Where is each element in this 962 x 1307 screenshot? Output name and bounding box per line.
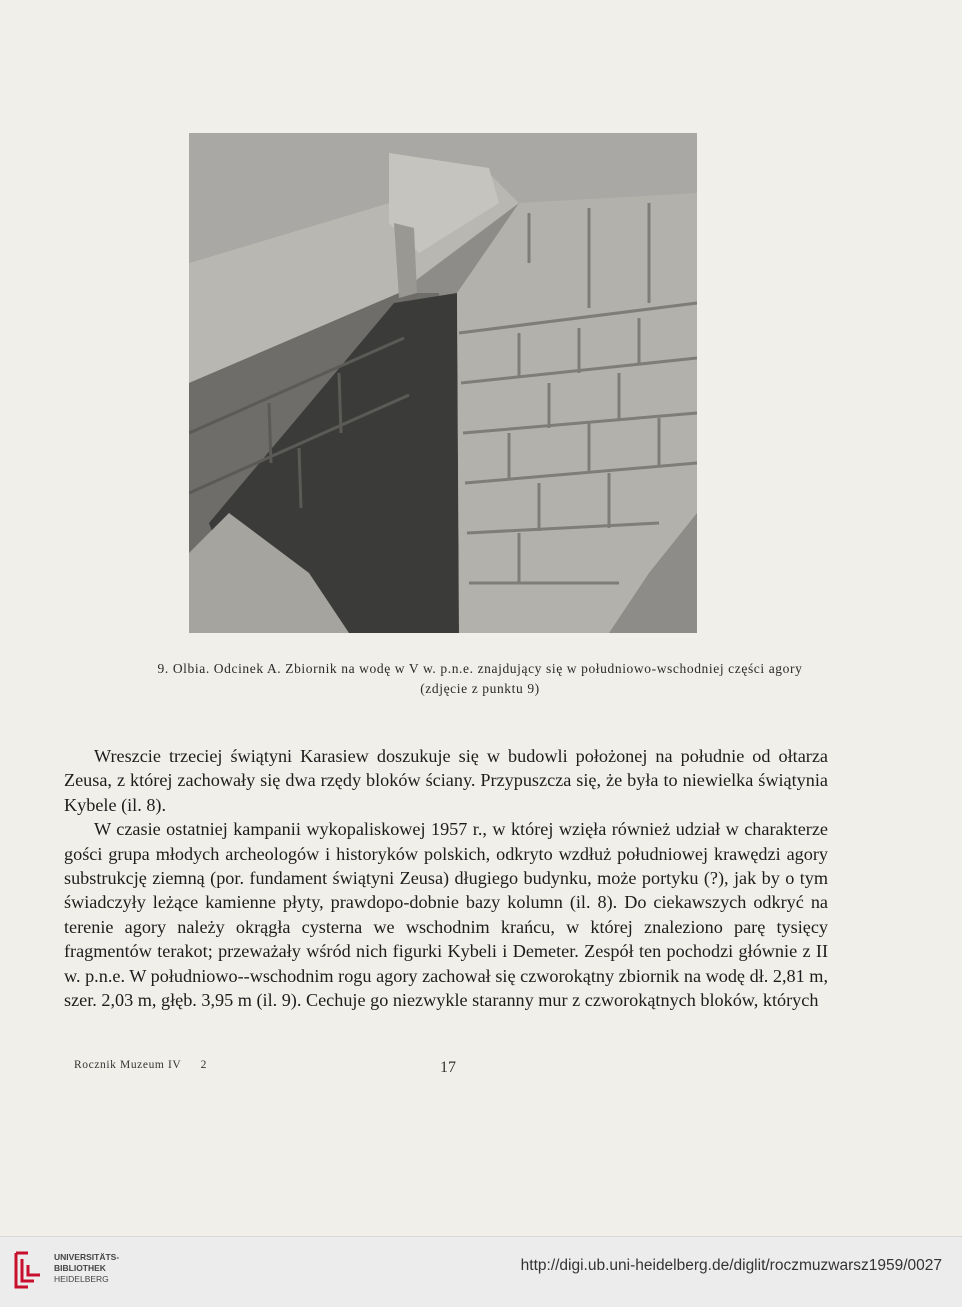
journal-title: Rocznik Muzeum IV xyxy=(74,1059,182,1071)
caption-line-2: (zdjęcie z punktu 9) xyxy=(420,681,540,696)
library-name-line-1: UNIVERSITÄTS- xyxy=(54,1252,120,1262)
page-footer xyxy=(74,1059,207,1071)
university-library-logo-icon xyxy=(12,1249,48,1291)
library-name-line-2: BIBLIOTHEK xyxy=(54,1263,106,1273)
cistern-photograph xyxy=(189,133,697,633)
caption-line-1: 9. Olbia. Odcinek A. Zbiornik na wodę w V w. p.n.e. znajdujący się w południowo-wschodniej części agory xyxy=(157,661,803,676)
cistern-photo-drawing xyxy=(189,133,697,633)
paragraph-1: Wreszcie trzeciej świątyni Karasiew doszukuje się w budowli położonej na południe od ołtarza Zeusa, z której zachowały się dwa rzędy bloków ściany. Przypuszcza się, że była to niewielka świątynia Kybele (il. 8). xyxy=(64,746,828,815)
figure-caption xyxy=(60,659,900,699)
page-number: 17 xyxy=(440,1059,456,1076)
library-name-line-3: HEIDELBERG xyxy=(54,1274,109,1284)
body-text xyxy=(64,744,828,1012)
document-url-link[interactable]: http://digi.ub.uni-heidelberg.de/diglit/roczmuzwarsz1959/0027 xyxy=(520,1257,942,1274)
library-name xyxy=(54,1252,119,1285)
paragraph-2: W czasie ostatniej kampanii wykopaliskowej 1957 r., w której wzięła również udział w charakterze gości grupa młodych archeologów i historyków polskich, odkryto wzdłuż południowej krawędzi agory substrukcję ziemną (por. fundament świątyni Zeusa) długiego budynku, może portyku (?), jak by o tym świadczyły leżące kamienne płyty, prawdopo-dobnie bazy kolumn (il. 8). Do ciekawszych odkryć na terenie agory należy okrągła cysterna we wschodnim krańcu, w której znaleziono parę tysięcy fragmentów terakot; przeważały wśród nich figurki Kybeli i Demeter. Zespół ten pochodzi głównie z II w. p.n.e. W południowo--wschodnim rogu agory zachował się czworokątny zbiornik na wodę dł. 2,81 m, szer. 2,03 m, głęb. 3,95 m (il. 9). Cechuje go niezwykle staranny mur z czworokątnych bloków, których xyxy=(64,819,828,1011)
signature-mark: 2 xyxy=(200,1059,207,1071)
library-footer-bar xyxy=(0,1236,962,1307)
